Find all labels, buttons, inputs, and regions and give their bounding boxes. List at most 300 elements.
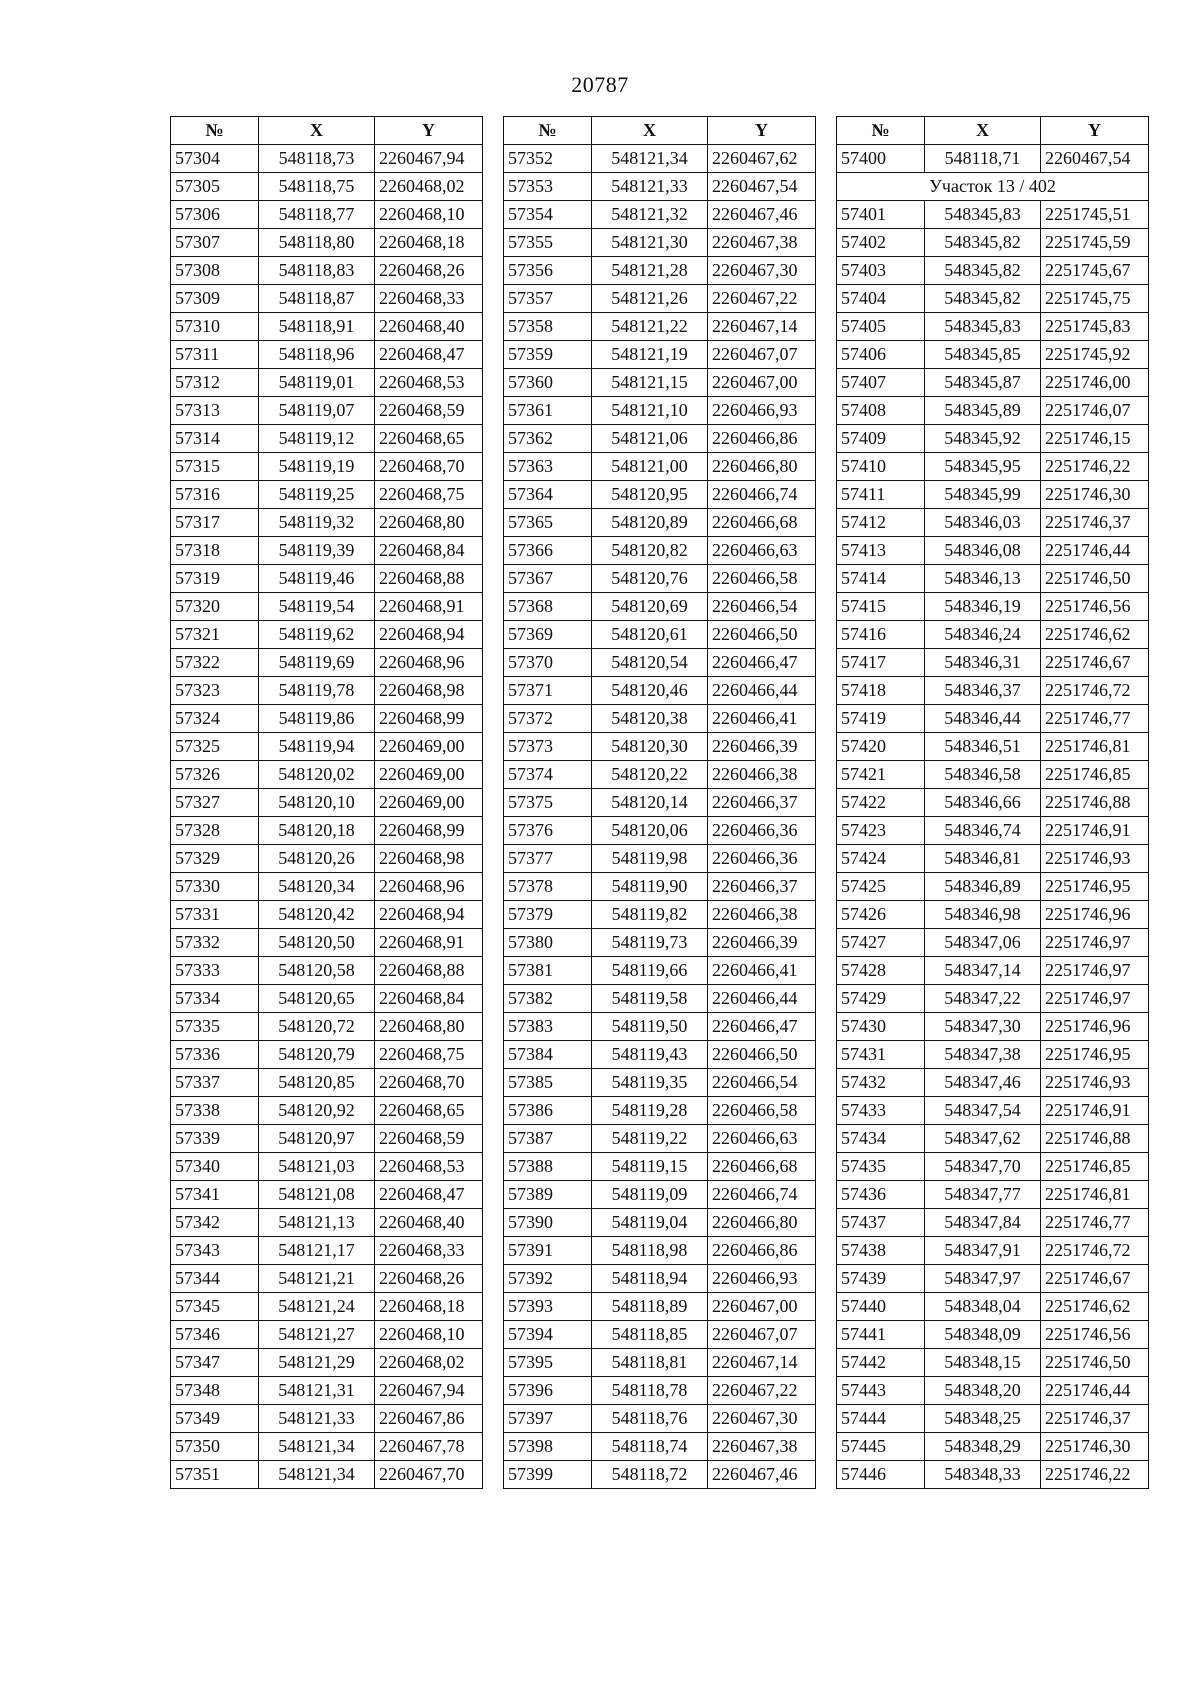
x-coordinate-cell: 548345,83 xyxy=(925,313,1041,341)
point-number-cell: 57328 xyxy=(171,817,259,845)
table-row xyxy=(171,1293,483,1321)
y-coordinate-cell: 2260466,41 xyxy=(708,705,816,733)
x-coordinate-cell: 548119,86 xyxy=(259,705,375,733)
point-number-cell: 57364 xyxy=(504,481,592,509)
x-coordinate-cell: 548121,21 xyxy=(259,1265,375,1293)
y-coordinate-cell: 2260466,50 xyxy=(708,1041,816,1069)
table-row xyxy=(504,1405,816,1433)
table-row xyxy=(837,1461,1149,1489)
x-coordinate-cell: 548118,91 xyxy=(259,313,375,341)
y-coordinate-cell: 2260468,10 xyxy=(375,1321,483,1349)
table-row xyxy=(171,425,483,453)
table-row xyxy=(837,341,1149,369)
table-row xyxy=(837,425,1149,453)
x-coordinate-cell: 548120,34 xyxy=(259,873,375,901)
x-coordinate-cell: 548347,14 xyxy=(925,957,1041,985)
table-row xyxy=(171,145,483,173)
x-coordinate-cell: 548347,30 xyxy=(925,1013,1041,1041)
x-coordinate-cell: 548119,98 xyxy=(592,845,708,873)
point-number-cell: 57345 xyxy=(171,1293,259,1321)
table-row xyxy=(171,873,483,901)
x-coordinate-cell: 548119,78 xyxy=(259,677,375,705)
column-header-x: X xyxy=(925,117,1041,145)
x-coordinate-cell: 548120,65 xyxy=(259,985,375,1013)
y-coordinate-cell: 2260467,22 xyxy=(708,285,816,313)
table-row xyxy=(504,201,816,229)
x-coordinate-cell: 548119,35 xyxy=(592,1069,708,1097)
point-number-cell: 57336 xyxy=(171,1041,259,1069)
column-header-y: Y xyxy=(708,117,816,145)
x-coordinate-cell: 548121,10 xyxy=(592,397,708,425)
y-coordinate-cell: 2251745,59 xyxy=(1041,229,1149,257)
y-coordinate-cell: 2251746,85 xyxy=(1041,1153,1149,1181)
point-number-cell: 57351 xyxy=(171,1461,259,1489)
y-coordinate-cell: 2260468,70 xyxy=(375,453,483,481)
x-coordinate-cell: 548346,13 xyxy=(925,565,1041,593)
point-number-cell: 57387 xyxy=(504,1125,592,1153)
x-coordinate-cell: 548120,85 xyxy=(259,1069,375,1097)
y-coordinate-cell: 2260467,86 xyxy=(375,1405,483,1433)
x-coordinate-cell: 548347,97 xyxy=(925,1265,1041,1293)
point-number-cell: 57332 xyxy=(171,929,259,957)
point-number-cell: 57354 xyxy=(504,201,592,229)
x-coordinate-cell: 548121,13 xyxy=(259,1209,375,1237)
table-row xyxy=(504,173,816,201)
point-number-cell: 57343 xyxy=(171,1237,259,1265)
y-coordinate-cell: 2260468,53 xyxy=(375,369,483,397)
point-number-cell: 57341 xyxy=(171,1181,259,1209)
y-coordinate-cell: 2260468,47 xyxy=(375,341,483,369)
y-coordinate-cell: 2251746,15 xyxy=(1041,425,1149,453)
table-row xyxy=(837,537,1149,565)
point-number-cell: 57346 xyxy=(171,1321,259,1349)
x-coordinate-cell: 548120,97 xyxy=(259,1125,375,1153)
x-coordinate-cell: 548346,19 xyxy=(925,593,1041,621)
point-number-cell: 57377 xyxy=(504,845,592,873)
table-row xyxy=(504,1433,816,1461)
point-number-cell: 57361 xyxy=(504,397,592,425)
point-number-cell: 57441 xyxy=(837,1321,925,1349)
x-coordinate-cell: 548119,73 xyxy=(592,929,708,957)
x-coordinate-cell: 548346,51 xyxy=(925,733,1041,761)
table-row xyxy=(171,1461,483,1489)
point-number-cell: 57418 xyxy=(837,677,925,705)
y-coordinate-cell: 2260466,44 xyxy=(708,985,816,1013)
x-coordinate-cell: 548347,70 xyxy=(925,1153,1041,1181)
point-number-cell: 57324 xyxy=(171,705,259,733)
y-coordinate-cell: 2251746,81 xyxy=(1041,1181,1149,1209)
point-number-cell: 57414 xyxy=(837,565,925,593)
table-row xyxy=(837,145,1149,173)
table-row xyxy=(837,1069,1149,1097)
point-number-cell: 57420 xyxy=(837,733,925,761)
coordinates-table-3 xyxy=(836,116,1149,1489)
table-row xyxy=(504,705,816,733)
y-coordinate-cell: 2260466,93 xyxy=(708,397,816,425)
y-coordinate-cell: 2251746,30 xyxy=(1041,481,1149,509)
table-row xyxy=(171,901,483,929)
x-coordinate-cell: 548120,82 xyxy=(592,537,708,565)
point-number-cell: 57403 xyxy=(837,257,925,285)
x-coordinate-cell: 548121,30 xyxy=(592,229,708,257)
x-coordinate-cell: 548345,82 xyxy=(925,285,1041,313)
x-coordinate-cell: 548121,00 xyxy=(592,453,708,481)
x-coordinate-cell: 548119,32 xyxy=(259,509,375,537)
x-coordinate-cell: 548345,87 xyxy=(925,369,1041,397)
x-coordinate-cell: 548119,25 xyxy=(259,481,375,509)
y-coordinate-cell: 2251746,37 xyxy=(1041,509,1149,537)
table-row xyxy=(171,761,483,789)
x-coordinate-cell: 548120,06 xyxy=(592,817,708,845)
table-row xyxy=(837,621,1149,649)
x-coordinate-cell: 548346,24 xyxy=(925,621,1041,649)
x-coordinate-cell: 548121,06 xyxy=(592,425,708,453)
table-row xyxy=(504,1349,816,1377)
point-number-cell: 57390 xyxy=(504,1209,592,1237)
point-number-cell: 57442 xyxy=(837,1349,925,1377)
y-coordinate-cell: 2260468,84 xyxy=(375,537,483,565)
x-coordinate-cell: 548345,92 xyxy=(925,425,1041,453)
point-number-cell: 57368 xyxy=(504,593,592,621)
y-coordinate-cell: 2260468,75 xyxy=(375,1041,483,1069)
table-row xyxy=(504,761,816,789)
point-number-cell: 57392 xyxy=(504,1265,592,1293)
x-coordinate-cell: 548118,71 xyxy=(925,145,1041,173)
point-number-cell: 57430 xyxy=(837,1013,925,1041)
table-row xyxy=(837,285,1149,313)
table-row xyxy=(837,845,1149,873)
y-coordinate-cell: 2251746,88 xyxy=(1041,789,1149,817)
table-row xyxy=(504,425,816,453)
y-coordinate-cell: 2260466,63 xyxy=(708,537,816,565)
x-coordinate-cell: 548121,32 xyxy=(592,201,708,229)
x-coordinate-cell: 548346,37 xyxy=(925,677,1041,705)
y-coordinate-cell: 2260468,65 xyxy=(375,1097,483,1125)
table-row xyxy=(504,1461,816,1489)
point-number-cell: 57439 xyxy=(837,1265,925,1293)
point-number-cell: 57340 xyxy=(171,1153,259,1181)
table-row xyxy=(504,369,816,397)
y-coordinate-cell: 2260466,36 xyxy=(708,817,816,845)
table-row xyxy=(504,1153,816,1181)
y-coordinate-cell: 2260467,07 xyxy=(708,341,816,369)
point-number-cell: 57306 xyxy=(171,201,259,229)
x-coordinate-cell: 548119,22 xyxy=(592,1125,708,1153)
header-row xyxy=(504,117,816,145)
x-coordinate-cell: 548118,73 xyxy=(259,145,375,173)
table-header xyxy=(504,117,816,145)
point-number-cell: 57371 xyxy=(504,677,592,705)
point-number-cell: 57400 xyxy=(837,145,925,173)
table-row xyxy=(504,985,816,1013)
y-coordinate-cell: 2260466,63 xyxy=(708,1125,816,1153)
x-coordinate-cell: 548348,04 xyxy=(925,1293,1041,1321)
point-number-cell: 57383 xyxy=(504,1013,592,1041)
table-row xyxy=(171,1013,483,1041)
x-coordinate-cell: 548119,28 xyxy=(592,1097,708,1125)
table-row xyxy=(837,593,1149,621)
point-number-cell: 57423 xyxy=(837,817,925,845)
x-coordinate-cell: 548347,06 xyxy=(925,929,1041,957)
point-number-cell: 57393 xyxy=(504,1293,592,1321)
table-row xyxy=(837,1377,1149,1405)
x-coordinate-cell: 548118,89 xyxy=(592,1293,708,1321)
y-coordinate-cell: 2260466,47 xyxy=(708,1013,816,1041)
table-row xyxy=(837,481,1149,509)
y-coordinate-cell: 2251746,50 xyxy=(1041,1349,1149,1377)
point-number-cell: 57427 xyxy=(837,929,925,957)
table-row xyxy=(171,1153,483,1181)
column-header-number: № xyxy=(171,117,259,145)
point-number-cell: 57358 xyxy=(504,313,592,341)
x-coordinate-cell: 548346,03 xyxy=(925,509,1041,537)
x-coordinate-cell: 548347,46 xyxy=(925,1069,1041,1097)
point-number-cell: 57406 xyxy=(837,341,925,369)
point-number-cell: 57355 xyxy=(504,229,592,257)
y-coordinate-cell: 2260466,38 xyxy=(708,901,816,929)
y-coordinate-cell: 2260468,88 xyxy=(375,565,483,593)
x-coordinate-cell: 548120,22 xyxy=(592,761,708,789)
x-coordinate-cell: 548121,08 xyxy=(259,1181,375,1209)
x-coordinate-cell: 548121,34 xyxy=(259,1433,375,1461)
table-row xyxy=(504,565,816,593)
y-coordinate-cell: 2251746,95 xyxy=(1041,1041,1149,1069)
point-number-cell: 57360 xyxy=(504,369,592,397)
point-number-cell: 57435 xyxy=(837,1153,925,1181)
x-coordinate-cell: 548118,98 xyxy=(592,1237,708,1265)
x-coordinate-cell: 548121,31 xyxy=(259,1377,375,1405)
point-number-cell: 57323 xyxy=(171,677,259,705)
table-row xyxy=(504,957,816,985)
x-coordinate-cell: 548119,39 xyxy=(259,537,375,565)
table-row xyxy=(837,957,1149,985)
x-coordinate-cell: 548119,50 xyxy=(592,1013,708,1041)
table-row xyxy=(171,201,483,229)
y-coordinate-cell: 2260466,58 xyxy=(708,565,816,593)
x-coordinate-cell: 548119,46 xyxy=(259,565,375,593)
y-coordinate-cell: 2260466,54 xyxy=(708,1069,816,1097)
point-number-cell: 57337 xyxy=(171,1069,259,1097)
table-row xyxy=(837,565,1149,593)
point-number-cell: 57308 xyxy=(171,257,259,285)
x-coordinate-cell: 548345,89 xyxy=(925,397,1041,425)
x-coordinate-cell: 548118,72 xyxy=(592,1461,708,1489)
point-number-cell: 57401 xyxy=(837,201,925,229)
table-row xyxy=(171,341,483,369)
point-number-cell: 57434 xyxy=(837,1125,925,1153)
y-coordinate-cell: 2251746,00 xyxy=(1041,369,1149,397)
y-coordinate-cell: 2260468,18 xyxy=(375,1293,483,1321)
table-row xyxy=(171,621,483,649)
point-number-cell: 57311 xyxy=(171,341,259,369)
x-coordinate-cell: 548348,15 xyxy=(925,1349,1041,1377)
x-coordinate-cell: 548119,69 xyxy=(259,649,375,677)
table-row xyxy=(171,257,483,285)
table-body xyxy=(171,145,483,1489)
x-coordinate-cell: 548346,31 xyxy=(925,649,1041,677)
table-row xyxy=(504,145,816,173)
point-number-cell: 57396 xyxy=(504,1377,592,1405)
table-row xyxy=(504,509,816,537)
point-number-cell: 57317 xyxy=(171,509,259,537)
point-number-cell: 57353 xyxy=(504,173,592,201)
table-row xyxy=(837,369,1149,397)
point-number-cell: 57315 xyxy=(171,453,259,481)
table-row xyxy=(837,929,1149,957)
x-coordinate-cell: 548118,94 xyxy=(592,1265,708,1293)
column-header-y: Y xyxy=(375,117,483,145)
point-number-cell: 57376 xyxy=(504,817,592,845)
table-row xyxy=(837,1125,1149,1153)
y-coordinate-cell: 2260466,93 xyxy=(708,1265,816,1293)
x-coordinate-cell: 548119,90 xyxy=(592,873,708,901)
y-coordinate-cell: 2260467,22 xyxy=(708,1377,816,1405)
y-coordinate-cell: 2260466,80 xyxy=(708,453,816,481)
point-number-cell: 57331 xyxy=(171,901,259,929)
y-coordinate-cell: 2260468,26 xyxy=(375,1265,483,1293)
x-coordinate-cell: 548119,66 xyxy=(592,957,708,985)
x-coordinate-cell: 548119,01 xyxy=(259,369,375,397)
point-number-cell: 57428 xyxy=(837,957,925,985)
x-coordinate-cell: 548119,62 xyxy=(259,621,375,649)
y-coordinate-cell: 2260467,00 xyxy=(708,1293,816,1321)
x-coordinate-cell: 548120,42 xyxy=(259,901,375,929)
table-row xyxy=(504,341,816,369)
table-row xyxy=(171,985,483,1013)
point-number-cell: 57309 xyxy=(171,285,259,313)
table-row xyxy=(504,1321,816,1349)
point-number-cell: 57411 xyxy=(837,481,925,509)
x-coordinate-cell: 548346,66 xyxy=(925,789,1041,817)
x-coordinate-cell: 548121,34 xyxy=(592,145,708,173)
point-number-cell: 57370 xyxy=(504,649,592,677)
y-coordinate-cell: 2251746,97 xyxy=(1041,929,1149,957)
table-row xyxy=(837,649,1149,677)
header-row xyxy=(171,117,483,145)
y-coordinate-cell: 2260467,78 xyxy=(375,1433,483,1461)
table-row xyxy=(504,1377,816,1405)
x-coordinate-cell: 548120,02 xyxy=(259,761,375,789)
table-row xyxy=(171,677,483,705)
point-number-cell: 57338 xyxy=(171,1097,259,1125)
table-row xyxy=(504,1265,816,1293)
x-coordinate-cell: 548346,58 xyxy=(925,761,1041,789)
y-coordinate-cell: 2260468,65 xyxy=(375,425,483,453)
y-coordinate-cell: 2251745,51 xyxy=(1041,201,1149,229)
y-coordinate-cell: 2260467,94 xyxy=(375,145,483,173)
table-row xyxy=(504,313,816,341)
table-row xyxy=(504,649,816,677)
x-coordinate-cell: 548120,54 xyxy=(592,649,708,677)
x-coordinate-cell: 548118,76 xyxy=(592,1405,708,1433)
header-row xyxy=(837,117,1149,145)
point-number-cell: 57329 xyxy=(171,845,259,873)
table-row xyxy=(837,1349,1149,1377)
table-header xyxy=(837,117,1149,145)
y-coordinate-cell: 2260468,96 xyxy=(375,649,483,677)
point-number-cell: 57359 xyxy=(504,341,592,369)
table-row xyxy=(837,1237,1149,1265)
y-coordinate-cell: 2251746,85 xyxy=(1041,761,1149,789)
y-coordinate-cell: 2260466,68 xyxy=(708,509,816,537)
table-row xyxy=(837,985,1149,1013)
y-coordinate-cell: 2251746,07 xyxy=(1041,397,1149,425)
x-coordinate-cell: 548119,07 xyxy=(259,397,375,425)
y-coordinate-cell: 2251745,83 xyxy=(1041,313,1149,341)
y-coordinate-cell: 2260468,59 xyxy=(375,1125,483,1153)
y-coordinate-cell: 2251746,77 xyxy=(1041,1209,1149,1237)
point-number-cell: 57314 xyxy=(171,425,259,453)
y-coordinate-cell: 2260468,91 xyxy=(375,593,483,621)
x-coordinate-cell: 548345,95 xyxy=(925,453,1041,481)
x-coordinate-cell: 548120,58 xyxy=(259,957,375,985)
x-coordinate-cell: 548348,09 xyxy=(925,1321,1041,1349)
table-row xyxy=(837,733,1149,761)
x-coordinate-cell: 548120,26 xyxy=(259,845,375,873)
table-row xyxy=(504,817,816,845)
point-number-cell: 57440 xyxy=(837,1293,925,1321)
y-coordinate-cell: 2260466,74 xyxy=(708,1181,816,1209)
point-number-cell: 57365 xyxy=(504,509,592,537)
point-number-cell: 57444 xyxy=(837,1405,925,1433)
table-row xyxy=(171,537,483,565)
table-row xyxy=(171,817,483,845)
point-number-cell: 57397 xyxy=(504,1405,592,1433)
table-row xyxy=(837,1265,1149,1293)
y-coordinate-cell: 2260468,84 xyxy=(375,985,483,1013)
y-coordinate-cell: 2251746,96 xyxy=(1041,901,1149,929)
y-coordinate-cell: 2260469,00 xyxy=(375,789,483,817)
y-coordinate-cell: 2260468,59 xyxy=(375,397,483,425)
point-number-cell: 57357 xyxy=(504,285,592,313)
y-coordinate-cell: 2260469,00 xyxy=(375,733,483,761)
point-number-cell: 57417 xyxy=(837,649,925,677)
table-row xyxy=(837,705,1149,733)
table-row xyxy=(504,1237,816,1265)
x-coordinate-cell: 548346,81 xyxy=(925,845,1041,873)
x-coordinate-cell: 548347,91 xyxy=(925,1237,1041,1265)
table-row xyxy=(837,901,1149,929)
x-coordinate-cell: 548121,15 xyxy=(592,369,708,397)
x-coordinate-cell: 548118,75 xyxy=(259,173,375,201)
y-coordinate-cell: 2251745,92 xyxy=(1041,341,1149,369)
y-coordinate-cell: 2251746,22 xyxy=(1041,1461,1149,1489)
y-coordinate-cell: 2251746,62 xyxy=(1041,1293,1149,1321)
table-row xyxy=(504,481,816,509)
table-row xyxy=(171,789,483,817)
y-coordinate-cell: 2260468,40 xyxy=(375,1209,483,1237)
point-number-cell: 57399 xyxy=(504,1461,592,1489)
x-coordinate-cell: 548120,30 xyxy=(592,733,708,761)
table-row xyxy=(504,677,816,705)
page-number: 20787 xyxy=(571,72,629,97)
table-row xyxy=(837,1405,1149,1433)
y-coordinate-cell: 2260468,99 xyxy=(375,705,483,733)
point-number-cell: 57319 xyxy=(171,565,259,593)
x-coordinate-cell: 548120,79 xyxy=(259,1041,375,1069)
y-coordinate-cell: 2260467,38 xyxy=(708,229,816,257)
point-number-cell: 57431 xyxy=(837,1041,925,1069)
point-number-cell: 57320 xyxy=(171,593,259,621)
point-number-cell: 57379 xyxy=(504,901,592,929)
y-coordinate-cell: 2251746,93 xyxy=(1041,1069,1149,1097)
table-row xyxy=(171,229,483,257)
y-coordinate-cell: 2251746,56 xyxy=(1041,593,1149,621)
x-coordinate-cell: 548120,46 xyxy=(592,677,708,705)
table-row xyxy=(171,1349,483,1377)
table-row xyxy=(171,705,483,733)
y-coordinate-cell: 2260468,98 xyxy=(375,677,483,705)
